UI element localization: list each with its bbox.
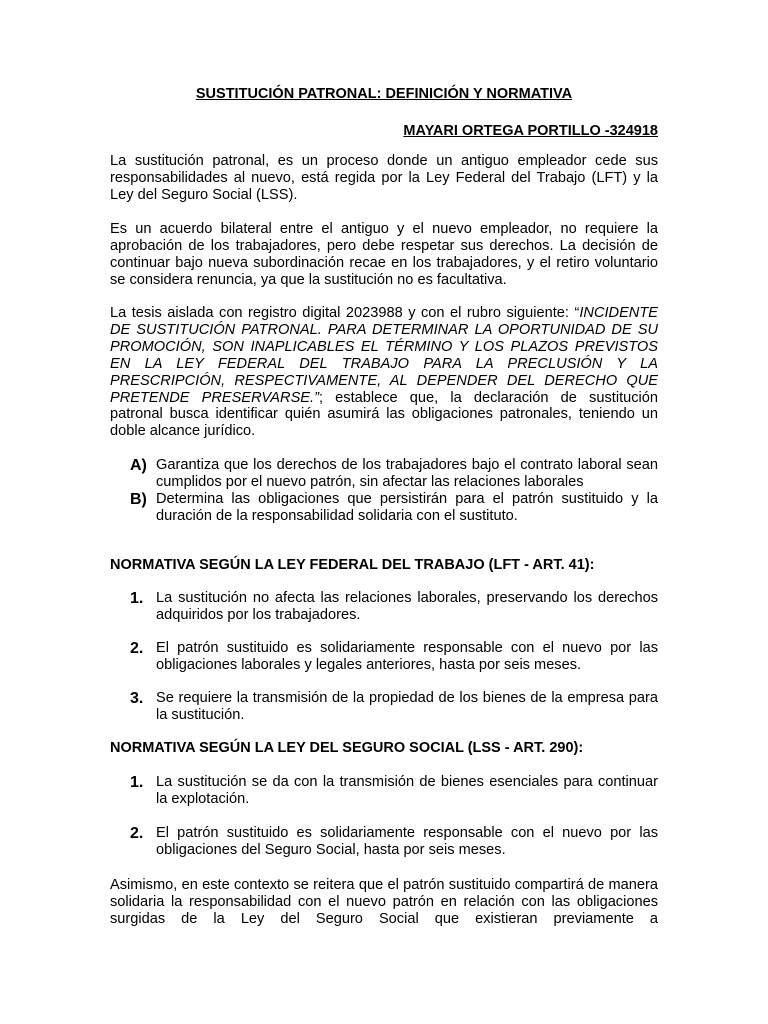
paragraph-agreement <box>110 221 658 289</box>
list-item <box>130 457 658 491</box>
list-item-text: La sustitución no afecta las relaciones laborales, preservando los derechos adquiridos por los trabajadores. <box>156 590 658 623</box>
paragraph-thesis-text <box>110 305 658 440</box>
list-item <box>130 491 658 525</box>
thesis-tail: ; establece que, la declaración de sustitución patronal busca identificar quién asumirá las obligaciones patronales, teniendo un doble alcance jurídico. <box>110 389 659 440</box>
list-item <box>130 640 658 674</box>
list-item-text: El patrón sustituido es solidariamente responsable con el nuevo por las obligaciones laborales y legales anteriores, hasta por seis meses. <box>156 640 658 673</box>
thesis-quote: INCIDENTE DE SUSTITUCIÓN PATRONAL. PARA DETERMINAR LA OPORTUNIDAD DE SU PROMOCIÓN, SON INAPLICABLES EL TÉRMINO Y LOS PLAZOS PREVISTOS EN LA LEY FEDERAL DEL TRABAJO PARA LA PRECLUSIÓN Y LA PRESCRIPCIÓN, RESPECTIVAMENTE, AL DEPENDER DEL DERECHO QUE PRETENDE PRESERVARSE.” <box>110 305 658 406</box>
paragraph-thesis <box>110 305 658 440</box>
list-item <box>130 774 658 808</box>
author-line: MAYARI ORTEGA PORTILLO -324918 <box>403 123 658 139</box>
paragraph-intro-text: La sustitución patronal, es un proceso donde un antiguo empleador cede sus responsabilidades al nuevo, está regida por la Ley Federal del Trabajo (LFT) y la Ley del Seguro Social (LSS). <box>110 153 658 203</box>
list-item-text: Determina las obligaciones que persistirán para el patrón sustituido y la duración de la responsabilidad solidaria con el sustituto. <box>156 490 658 524</box>
heading-lss: NORMATIVA SEGÚN LA LEY DEL SEGURO SOCIAL (LSS - ART. 290): <box>110 740 584 756</box>
paragraph-final <box>110 877 658 928</box>
list-marker: 2. <box>130 825 144 842</box>
list-item-text: Se requiere la transmisión de la propiedad de los bienes de la empresa para la sustitución. <box>156 690 658 723</box>
lft-list <box>130 690 658 724</box>
list-marker: 1. <box>130 590 144 607</box>
list-item-text: El patrón sustituido es solidariamente responsable con el nuevo por las obligaciones del Seguro Social, hasta por seis meses. <box>156 825 658 858</box>
list-marker: B) <box>130 490 147 508</box>
list-item <box>130 825 658 859</box>
lss-list <box>130 825 658 859</box>
lft-list <box>130 640 658 674</box>
list-item-text: La sustitución se da con la transmisión de bienes esenciales para continuar la explotación. <box>156 774 658 807</box>
list-marker: 1. <box>130 774 144 791</box>
paragraph-final-text: Asimismo, en este contexto se reitera que el patrón sustituido compartirá de manera solidaria la responsabilidad con el nuevo patrón en relación con las obligaciones surgidas de la Ley del Seguro Social que existieran previamente a <box>110 877 658 927</box>
paragraph-agreement-text: Es un acuerdo bilateral entre el antiguo y el nuevo empleador, no requiere la aprobación de los trabajadores, pero debe respetar sus derechos. La decisión de continuar bajo nueva subordinación recae en los trabajadores, y el retiro voluntario se considera renuncia, ya que la sustitución no es facultativa. <box>110 221 658 288</box>
list-marker: A) <box>130 457 147 474</box>
list-marker: 2. <box>130 640 144 657</box>
list-item <box>130 590 658 624</box>
list-marker: 3. <box>130 690 144 707</box>
document-title: SUSTITUCIÓN PATRONAL: DEFINICIÓN Y NORMATIVA <box>195 86 573 102</box>
lss-list <box>130 774 658 808</box>
lft-list <box>130 590 658 624</box>
thesis-lead: La tesis aislada con registro digital 2023988 y con el rubro siguiente: “ <box>110 305 580 321</box>
alcance-list <box>130 457 658 525</box>
list-item <box>130 690 658 724</box>
paragraph-intro <box>110 153 658 204</box>
list-item-text: Garantiza que los derechos de los trabajadores bajo el contrato laboral sean cumplidos por el nuevo patrón, sin afectar las relaciones laborales <box>156 457 658 490</box>
heading-lft: NORMATIVA SEGÚN LA LEY FEDERAL DEL TRABAJO (LFT - ART. 41): <box>110 557 595 573</box>
